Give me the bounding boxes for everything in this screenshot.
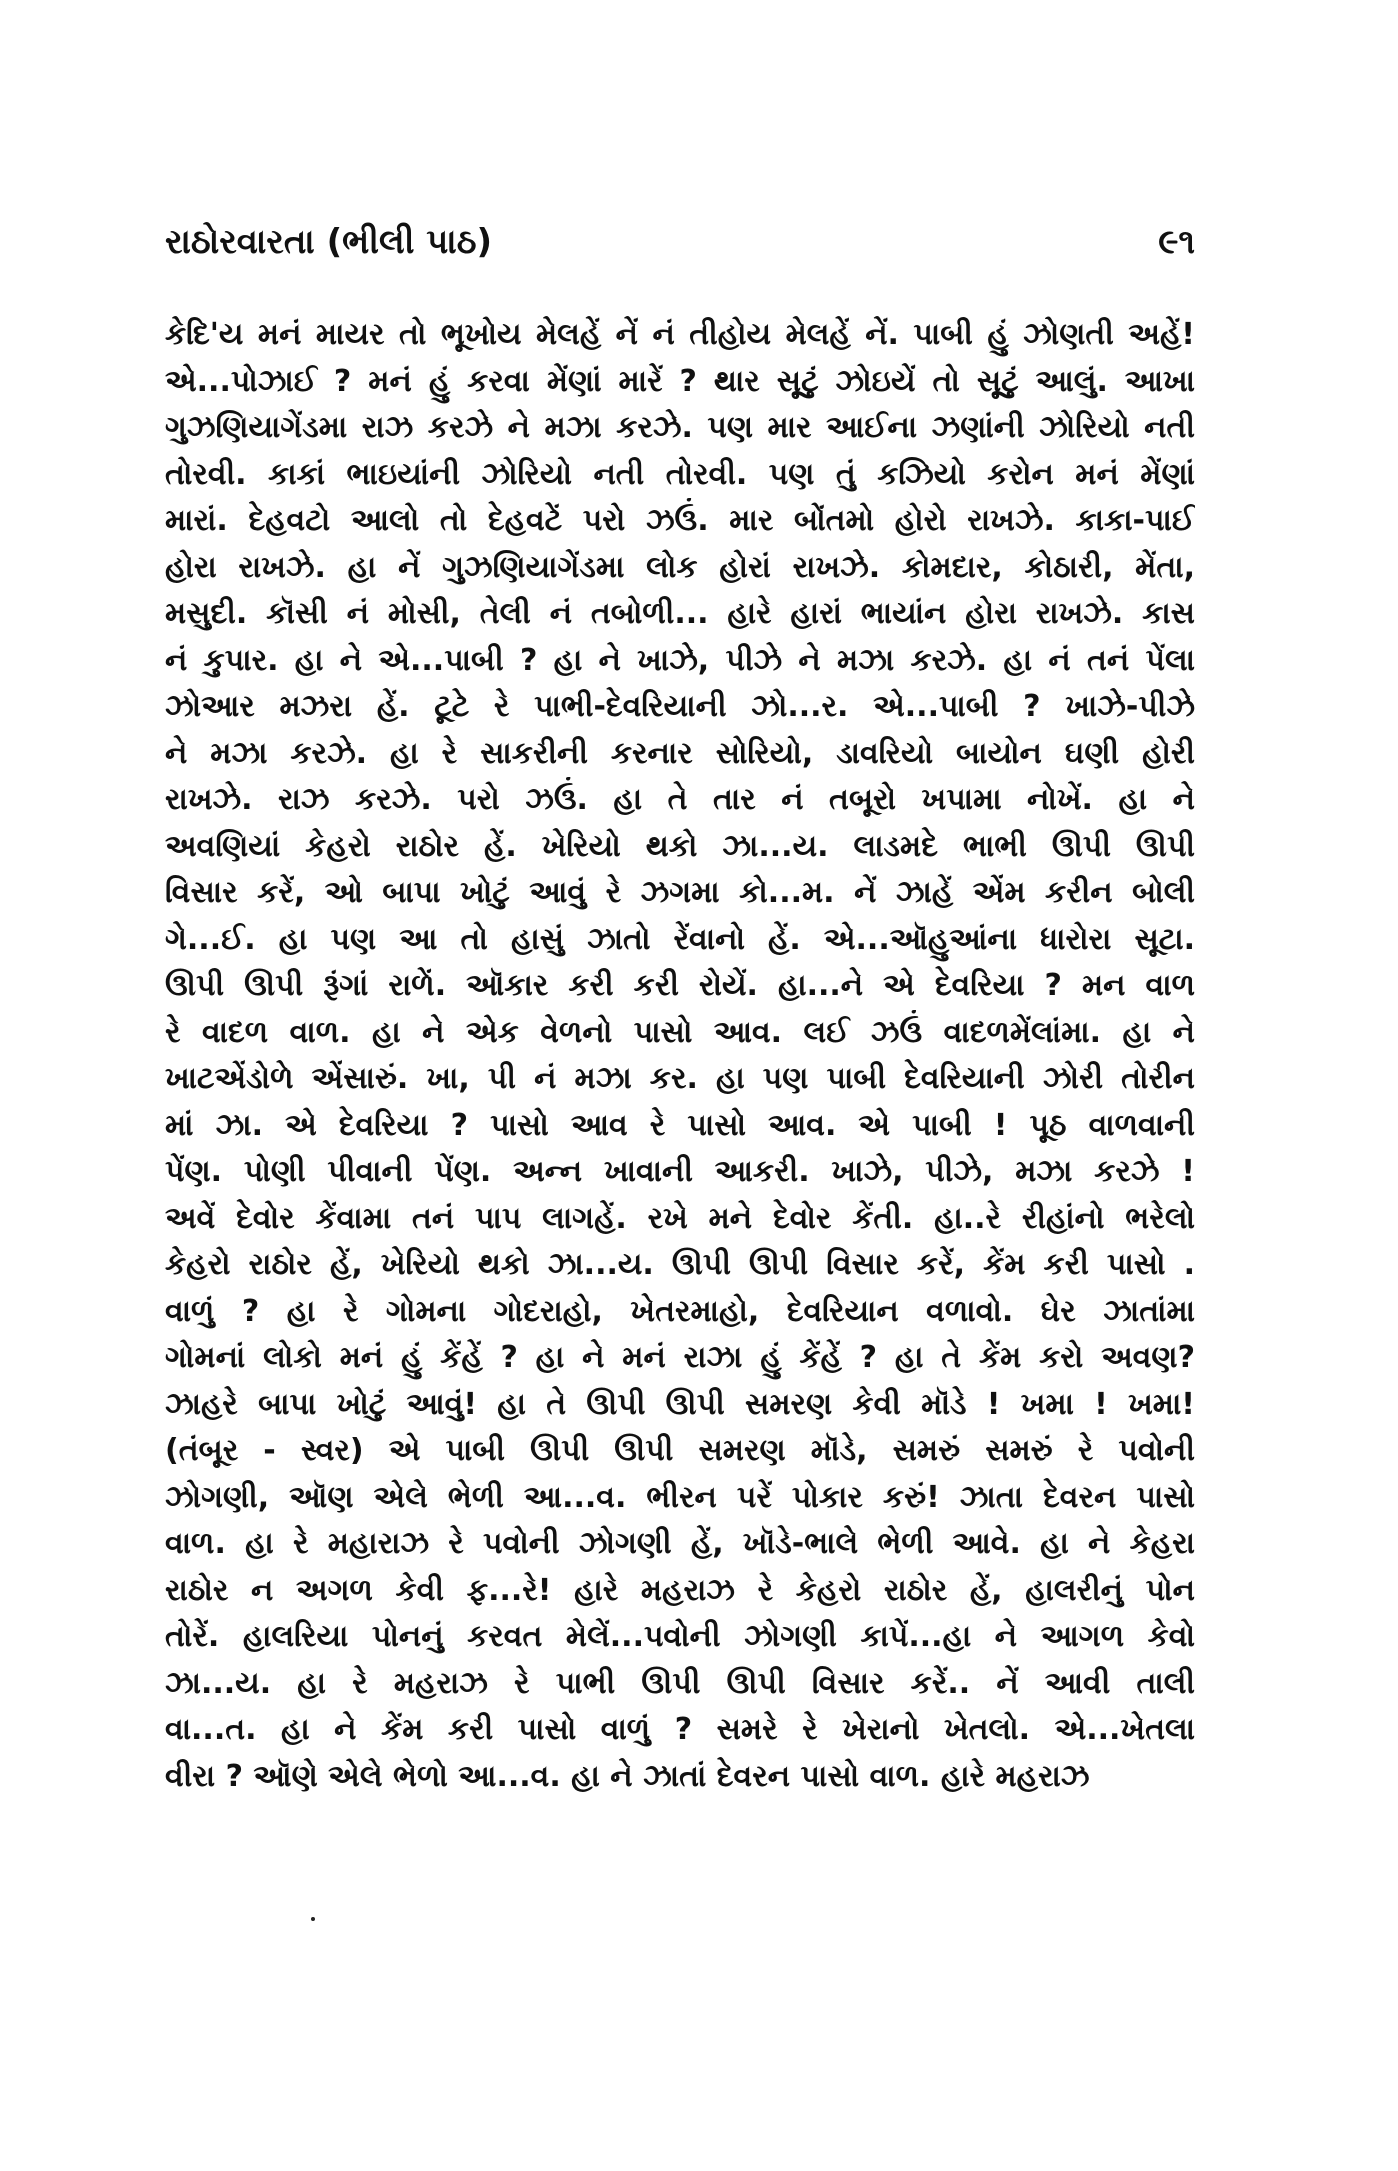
text-line: વાળ. હા રે મહારાઝ રે પવોની ઝોગણી હેં, ખૉડે-ભાલે ભેળી આવે. હા ને કેહરા bbox=[165, 1526, 1195, 1561]
page-header bbox=[165, 222, 1195, 282]
text-line: કેહરો રાઠોર હેં, ખેરિયો થકો ઝા...ય. ઊપી ઊપી વિસાર કરેં, કેંમ કરી પાસો . bbox=[165, 1247, 1195, 1282]
text-line: ઝોગણી, ઑણ એલે ભેળી આ...વ. ભીરન પરેં પોકાર કરું! ઝાતા દેવરન પાસો bbox=[165, 1479, 1195, 1515]
text-line: મારાં. દેહવટો આલો તો દેહવટેં પરો ઝઉં. માર બોંતમો હોરો રાખઝે. કાકા-પાઈ bbox=[165, 503, 1195, 538]
text-line: ખાટએંડોળે એંસારું. ખા, પી નં મઝા કર. હા પણ પાબી દેવરિયાની ઝોરી તોરીન bbox=[165, 1061, 1195, 1096]
text-line: ઝાહરે બાપા ખોટું આવું! હા તે ઊપી ઊપી સમરણ કેવી મૉડે ! ખમા ! ખમા! bbox=[165, 1386, 1195, 1422]
text-line: ગુઝણિયાગેંડમા રાઝ કરઝે ને મઝા કરઝે. પણ માર આઈના ઝણાંની ઝોરિયો નતી bbox=[165, 410, 1195, 445]
text-line: તોરેં. હાલરિયા પોનનું કરવત મેલેં...પવોની ઝોગણી કાપેં...હા ને આગળ કેવો bbox=[165, 1619, 1195, 1654]
body-text bbox=[165, 312, 1195, 1800]
page-number: ૯૧ bbox=[1158, 222, 1195, 262]
text-line: રાઠોર ન અગળ કેવી ફ...રે! હારે મહરાઝ રે કેહરો રાઠોર હેં, હાલરીનું પોન bbox=[165, 1572, 1195, 1608]
text-line: મસુદી. કૉસી નં મોસી, તેલી નં તબોળી... હારે હારાં ભાયાંન હોરા રાખઝે. કાસ bbox=[165, 596, 1195, 631]
text-line: રાખઝે. રાઝ કરઝે. પરો ઝઉં. હા તે તાર નં તબૂરો ખપામા નોખેં. હા ને bbox=[165, 782, 1195, 817]
text-line: વા...ત. હા ને કેંમ કરી પાસો વાળું ? સમરે રે ખેરાનો ખેતલો. એ...ખેતલા bbox=[165, 1712, 1195, 1747]
text-line: (તંબૂર - સ્વર) એ પાબી ઊપી ઊપી સમરણ મૉડે, સમરું સમરું રે પવોની bbox=[165, 1433, 1195, 1468]
text-line: ઊપી ઊપી રૂંગાં રાળેં. ઑકાર કરી કરી રોયેં. હા...ને એ દેવરિયા ? મન વાળ bbox=[165, 968, 1195, 1003]
text-line: હોરા રાખઝે. હા નેં ગુઝણિયાગેંડમા લોક હોરાં રાખઝે. કોમદાર, કોઠારી, મેંતા, bbox=[165, 549, 1195, 585]
text-line: કેદિ'ય મનં માયર તો ભૂખોય મેલહેં નેં નં તીહોય મેલહેં નેં. પાબી હું ઝોણતી અહેં! bbox=[165, 317, 1195, 352]
text-line: તોરવી. કાકાં ભાઇયાંની ઝોરિયો નતી તોરવી. પણ તું કઝિયો કરોન મનં મેંણાં bbox=[165, 456, 1195, 492]
text-line: એ...પોઝાઈ ? મનં હું કરવા મેંણાં મારેં ? થાર સૂટું ઝોઇયેં તો સૂટું આલું. આખા bbox=[165, 363, 1195, 399]
text-line: માં ઝા. એ દેવરિયા ? પાસો આવ રે પાસો આવ. એ પાબી ! પૂઠ વાળવાની bbox=[165, 1107, 1195, 1143]
text-line: વિસાર કરેં, ઓ બાપા ખોટું આવું રે ઝગમા કો...મ. નેં ઝાહેં એંમ કરીન બોલી bbox=[165, 875, 1195, 910]
text-line: ઝા...ય. હા રે મહરાઝ રે પાભી ઊપી ઊપી વિસાર કરેં.. નેં આવી તાલી bbox=[165, 1665, 1195, 1701]
running-title: રાઠોરવારતા (ભીલી પાઠ) bbox=[165, 222, 493, 262]
text-line: વીરા ? ઑણે એલે ભેળો આ...વ. હા ને ઝાતાં દેવરન પાસો વાળ. હારે મહરાઝ bbox=[165, 1758, 1090, 1794]
text-line: ગોમનાં લોકો મનં હું કેંહેં ? હા ને મનં રાઝા હું કેંહેં ? હા તે કેંમ કરો અવણ? bbox=[165, 1340, 1195, 1375]
text-line: અવેં દેવોર કેંવામા તનં પાપ લાગહેં. રખે મને દેવોર કેંતી. હા..રે રીહાંનો ભરેલો bbox=[165, 1200, 1195, 1236]
ink-speck bbox=[311, 1917, 315, 1921]
text-line: ને મઝા કરઝે. હા રે સાકરીની કરનાર સોરિયો, ડાવરિયો બાયોન ઘણી હોરી bbox=[165, 735, 1195, 771]
text-line: પેંણ. પોણી પીવાની પેંણ. અન્ન ખાવાની આકરી. ખાઝે, પીઝે, મઝા કરઝે ! bbox=[165, 1154, 1195, 1189]
text-line: રે વાદળ વાળ. હા ને એક વેળનો પાસો આવ. લઈ ઝઉં વાદળમેંલાંમા. હા ને bbox=[165, 1014, 1195, 1050]
text-line: ગે...ઈ. હા પણ આ તો હાસું ઝાતો રેંવાનો હેં. એ...ઑહુઆંના ધારોરા સૂટા. bbox=[165, 921, 1195, 957]
text-line: નં કુપાર. હા ને એ...પાબી ? હા ને ખાઝે, પીઝે ને મઝા કરઝે. હા નં તનં પેંલા bbox=[165, 642, 1195, 678]
text-line: ઝોઆર મઝરા હેં. ટૂટે રે પાભી-દેવરિયાની ઝો...ર. એ...પાબી ? ખાઝે-પીઝે bbox=[165, 689, 1195, 724]
text-line: અવણિયાં કેહરો રાઠોર હેં. ખેરિયો થકો ઝા...ય. લાડમદે ભાભી ઊપી ઊપી bbox=[165, 828, 1195, 864]
text-line: વાળું ? હા રે ગોમના ગોદરાહો, ખેતરમાહો, દેવરિયાન વળાવો. ઘેર ઝાતાંમા bbox=[165, 1293, 1195, 1329]
